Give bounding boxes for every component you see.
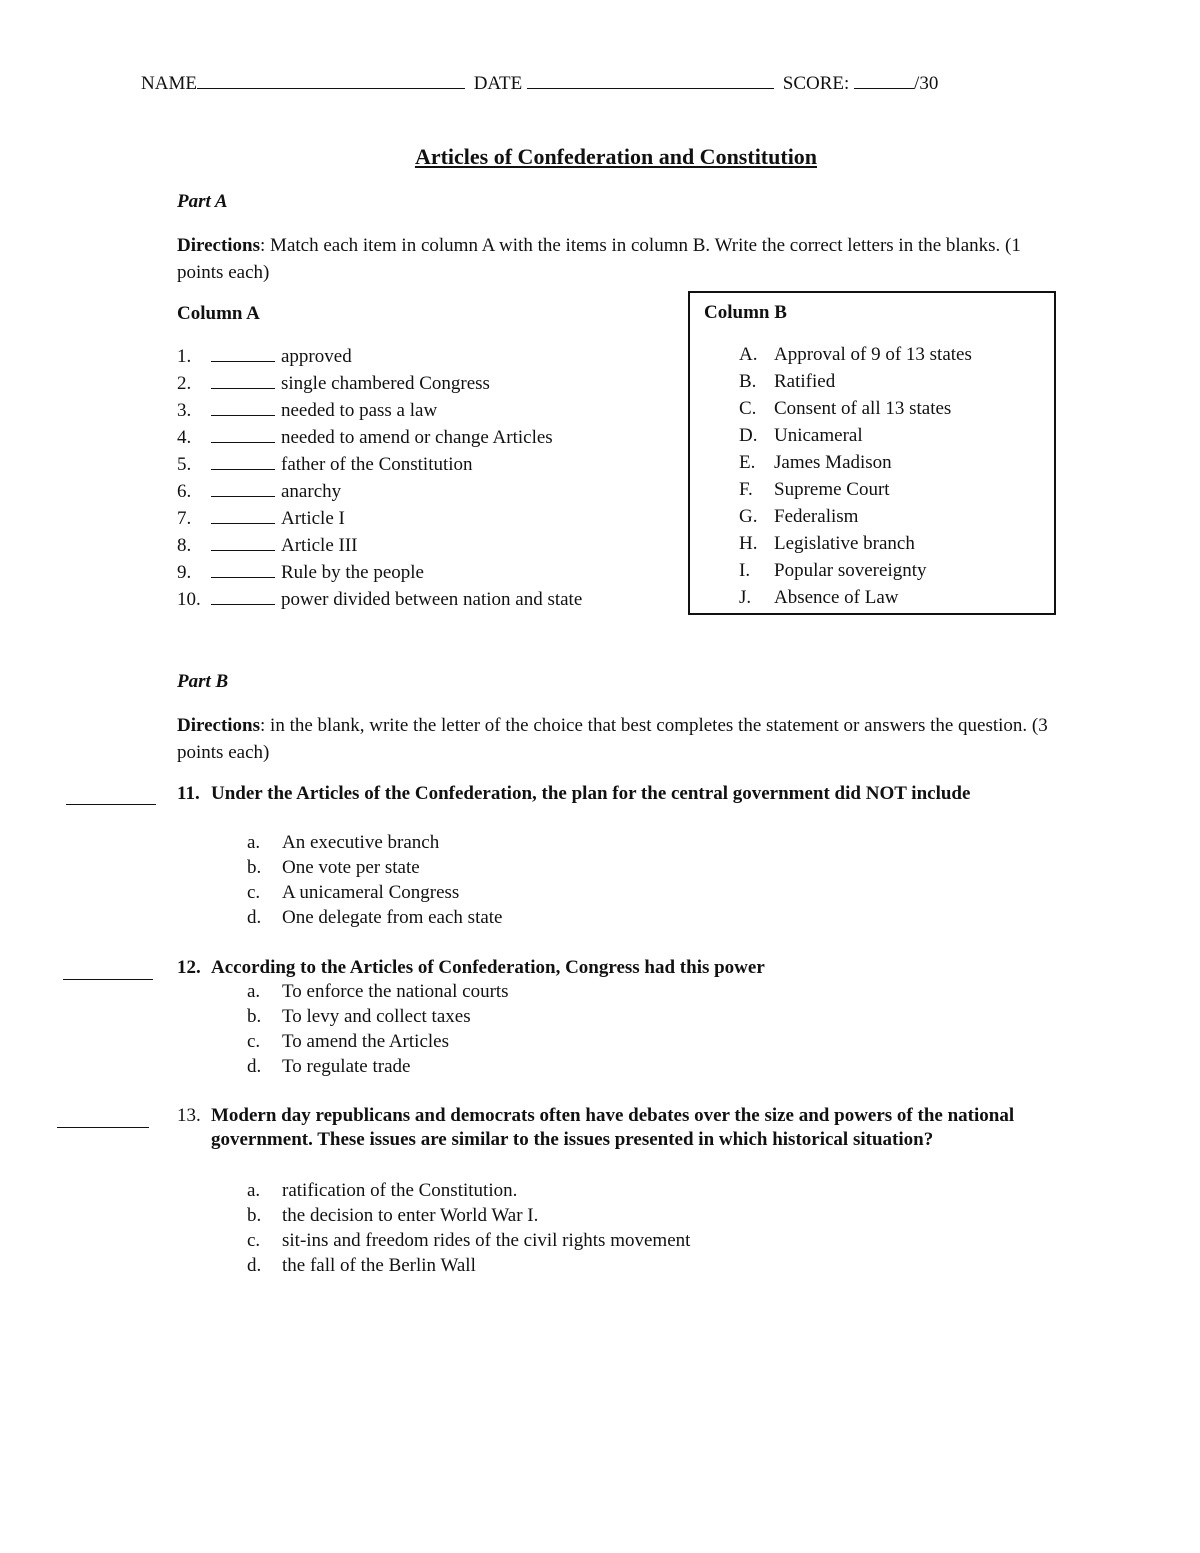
column-b-item xyxy=(739,344,972,366)
option-letter: a. xyxy=(247,981,261,1002)
column-b-item xyxy=(739,425,863,447)
part-b-directions-text: : in the blank, write the letter of the choice that best completes the statement or answers the question. (3 points each) xyxy=(177,715,1048,763)
answer-blank[interactable] xyxy=(211,507,275,524)
item-text: needed to amend or change Articles xyxy=(281,427,553,448)
item-number: 2. xyxy=(177,373,192,394)
answer-blank-q11[interactable] xyxy=(66,803,156,805)
option-text: sit-ins and freedom rides of the civil rights movement xyxy=(282,1230,691,1251)
item-letter: E. xyxy=(739,452,756,473)
answer-blank-q12[interactable] xyxy=(63,978,153,980)
item-letter: B. xyxy=(739,371,757,392)
item-text: Consent of all 13 states xyxy=(774,398,952,419)
column-a-item xyxy=(177,588,582,611)
part-a-directions-text: : Match each item in column A with the items in column B. Write the correct letters in the blanks. (1 points each) xyxy=(177,235,1021,283)
column-b-heading: Column B xyxy=(704,302,787,323)
item-text: Article III xyxy=(281,535,358,556)
item-letter: H. xyxy=(739,533,758,554)
item-letter: I. xyxy=(739,560,751,581)
column-b-item xyxy=(739,371,835,393)
answer-blank[interactable] xyxy=(211,588,275,605)
option-c xyxy=(247,882,459,904)
option-text: the decision to enter World War I. xyxy=(282,1205,539,1226)
answer-blank[interactable] xyxy=(211,399,275,416)
item-letter: A. xyxy=(739,344,758,365)
column-b-item xyxy=(739,533,915,555)
column-a-item xyxy=(177,480,341,503)
column-a-item xyxy=(177,507,345,530)
item-text: James Madison xyxy=(774,452,892,473)
answer-blank[interactable] xyxy=(211,561,275,578)
part-a-directions xyxy=(177,232,1067,286)
part-b-heading: Part B xyxy=(177,671,229,692)
option-c xyxy=(247,1230,690,1252)
item-letter: D. xyxy=(739,425,758,446)
answer-blank[interactable] xyxy=(211,453,275,470)
item-text: Supreme Court xyxy=(774,479,890,500)
answer-blank[interactable] xyxy=(211,534,275,551)
item-letter: C. xyxy=(739,398,757,419)
item-number: 4. xyxy=(177,427,192,448)
option-text: One delegate from each state xyxy=(282,907,503,928)
column-a-item xyxy=(177,399,437,422)
item-number: 6. xyxy=(177,481,192,502)
answer-blank[interactable] xyxy=(211,480,275,497)
option-text: A unicameral Congress xyxy=(282,882,460,903)
question-13 xyxy=(177,1104,1057,1152)
option-b xyxy=(247,1205,538,1227)
option-letter: b. xyxy=(247,1006,262,1027)
question-number: 12. xyxy=(177,957,201,978)
item-number: 3. xyxy=(177,400,192,421)
answer-blank[interactable] xyxy=(211,426,275,443)
header-line xyxy=(141,70,938,95)
score-blank[interactable] xyxy=(854,70,914,89)
option-d xyxy=(247,1056,410,1078)
score-total: /30 xyxy=(914,73,939,94)
option-letter: a. xyxy=(247,832,261,853)
option-text: To levy and collect taxes xyxy=(282,1006,471,1027)
option-text: One vote per state xyxy=(282,857,420,878)
option-a xyxy=(247,981,509,1003)
option-letter: d. xyxy=(247,1056,262,1077)
column-b-item xyxy=(739,398,951,420)
option-letter: c. xyxy=(247,1031,261,1052)
part-a-directions-label: Directions xyxy=(177,235,261,256)
item-text: Rule by the people xyxy=(281,562,424,583)
question-text: Under the Articles of the Confederation, the plan for the central government did NOT include xyxy=(211,783,971,804)
item-text: Federalism xyxy=(774,506,859,527)
item-letter: F. xyxy=(739,479,753,500)
option-letter: d. xyxy=(247,907,262,928)
option-c xyxy=(247,1031,449,1053)
option-text: To amend the Articles xyxy=(282,1031,449,1052)
question-11 xyxy=(177,782,1077,806)
item-text: needed to pass a law xyxy=(281,400,438,421)
date-label: DATE xyxy=(473,73,523,94)
column-b-item xyxy=(739,452,892,474)
option-d xyxy=(247,907,503,929)
question-text: Modern day republicans and democrats often have debates over the size and powers of the national government. These issues are similar to the issues presented in which historical situation? xyxy=(211,1105,1015,1150)
item-number: 7. xyxy=(177,508,192,529)
answer-blank[interactable] xyxy=(211,372,275,389)
option-letter: a. xyxy=(247,1180,261,1201)
option-b xyxy=(247,857,420,879)
answer-blank[interactable] xyxy=(211,345,275,362)
item-text: Article I xyxy=(281,508,345,529)
item-text: Absence of Law xyxy=(774,587,899,608)
column-b-item xyxy=(739,560,927,582)
answer-blank-q13[interactable] xyxy=(57,1126,149,1128)
option-letter: b. xyxy=(247,857,262,878)
item-text: Popular sovereignty xyxy=(774,560,927,581)
name-blank[interactable] xyxy=(197,70,465,89)
item-number: 10. xyxy=(177,589,201,610)
column-b-item xyxy=(739,479,890,501)
option-a xyxy=(247,832,439,854)
question-12 xyxy=(177,956,1077,980)
item-number: 9. xyxy=(177,562,192,583)
column-a-item xyxy=(177,345,352,368)
option-text: ratification of the Constitution. xyxy=(282,1180,518,1201)
option-letter: b. xyxy=(247,1205,262,1226)
item-text: Legislative branch xyxy=(774,533,915,554)
page-title: Articles of Confederation and Constitution xyxy=(414,144,818,169)
part-a-heading: Part A xyxy=(177,191,228,212)
column-a-item xyxy=(177,534,357,557)
column-b-item xyxy=(739,587,899,609)
item-text: anarchy xyxy=(281,481,342,502)
date-blank[interactable] xyxy=(527,70,774,89)
option-letter: c. xyxy=(247,1230,261,1251)
option-letter: c. xyxy=(247,882,261,903)
column-a-item xyxy=(177,426,553,449)
option-text: An executive branch xyxy=(282,832,440,853)
question-number: 13. xyxy=(177,1105,201,1126)
column-b-item xyxy=(739,506,858,528)
option-letter: d. xyxy=(247,1255,262,1276)
item-text: Unicameral xyxy=(774,425,863,446)
option-text: To regulate trade xyxy=(282,1056,411,1077)
part-b-directions-label: Directions xyxy=(177,715,261,736)
column-a-item xyxy=(177,372,490,395)
item-text: Approval of 9 of 13 states xyxy=(774,344,972,365)
option-text: the fall of the Berlin Wall xyxy=(282,1255,476,1276)
item-number: 8. xyxy=(177,535,192,556)
question-number: 11. xyxy=(177,783,200,804)
name-label: NAME xyxy=(141,73,197,94)
question-text: According to the Articles of Confederation, Congress had this power xyxy=(211,957,765,978)
item-number: 5. xyxy=(177,454,192,475)
column-a-item xyxy=(177,453,473,476)
item-text: Ratified xyxy=(774,371,836,392)
item-text: father of the Constitution xyxy=(281,454,473,475)
item-text: single chambered Congress xyxy=(281,373,490,394)
column-a-item xyxy=(177,561,424,584)
item-text: approved xyxy=(281,346,352,367)
option-b xyxy=(247,1006,471,1028)
item-text: power divided between nation and state xyxy=(281,589,583,610)
option-d xyxy=(247,1255,476,1277)
item-letter: G. xyxy=(739,506,758,527)
item-letter: J. xyxy=(739,587,752,608)
score-label: SCORE: xyxy=(782,73,850,94)
column-a-heading: Column A xyxy=(177,303,260,324)
item-number: 1. xyxy=(177,346,192,367)
option-text: To enforce the national courts xyxy=(282,981,509,1002)
part-b-directions xyxy=(177,712,1067,766)
option-a xyxy=(247,1180,517,1202)
